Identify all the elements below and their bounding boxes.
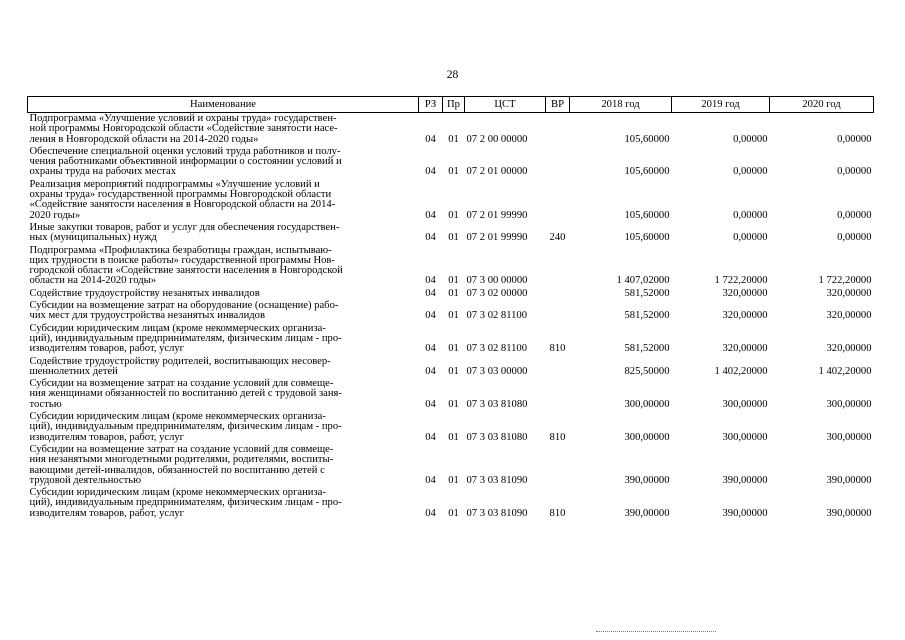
row-pr: 01 — [448, 398, 459, 410]
row-cst: 07 3 03 00000 — [466, 365, 528, 377]
row-2020: 0,00000 — [837, 166, 872, 178]
row-2018: 105,60000 — [624, 133, 670, 145]
row-cst: 07 2 01 00000 — [466, 166, 528, 178]
row-2019: 300,00000 — [722, 431, 768, 443]
row-rz: 04 — [425, 507, 436, 519]
row-2019: 320,00000 — [722, 310, 768, 322]
row-rz: 04 — [425, 398, 436, 410]
row-2018: 390,00000 — [624, 507, 670, 519]
row-vr — [546, 179, 570, 222]
row-rz: 04 — [425, 365, 436, 377]
row-2019: 0,00000 — [733, 166, 768, 178]
row-2018: 825,50000 — [624, 365, 670, 377]
row-2020: 390,00000 — [826, 507, 872, 519]
row-vr — [546, 288, 570, 300]
row-2018: 300,00000 — [624, 431, 670, 443]
row-pr: 01 — [448, 365, 459, 377]
row-2018: 300,00000 — [624, 398, 670, 410]
row-cst: 07 3 02 81100 — [466, 310, 528, 322]
row-2018: 105,60000 — [624, 232, 670, 244]
row-pr: 01 — [448, 275, 459, 287]
row-2019: 390,00000 — [722, 507, 768, 519]
row-pr: 01 — [448, 287, 459, 299]
row-name: Субсидии на возмещение затрат на создание условий для совмеще- ния незанятыми многодетными родителями, родителями, воспиты- вающими детей-инвалидов, обязанностей по воспитанию детей с трудовой деятельностью — [29, 443, 334, 486]
table-row — [28, 411, 874, 444]
row-rz: 04 — [425, 310, 436, 322]
header-2020: 2020 год — [770, 97, 874, 113]
row-2020: 300,00000 — [826, 398, 872, 410]
row-2019: 1 402,20000 — [714, 365, 768, 377]
row-name: Субсидии на возмещение затрат на оборудование (оснащение) рабо- чих мест для трудоустройства незанятых инвалидов — [29, 300, 339, 322]
row-vr — [546, 356, 570, 379]
row-rz: 04 — [425, 474, 436, 486]
row-rz: 04 — [425, 275, 436, 287]
row-2018: 390,00000 — [624, 474, 670, 486]
row-pr: 01 — [448, 166, 459, 178]
table-header-row — [28, 97, 874, 113]
row-cst: 07 3 02 00000 — [466, 287, 528, 299]
row-2020: 320,00000 — [826, 310, 872, 322]
row-name: Обеспечение специальной оценки условий труда работников и полу- чения работниками объективной информации о состоянии условий и охраны труда на рабочих местах — [29, 145, 342, 178]
header-cst: ЦСТ — [465, 97, 546, 113]
row-2020: 300,00000 — [826, 431, 872, 443]
header-name: Наименование — [28, 97, 419, 113]
page-number: 28 — [446, 69, 459, 81]
row-vr — [546, 300, 570, 323]
header-rz: РЗ — [419, 97, 443, 113]
row-pr: 01 — [448, 310, 459, 322]
row-2018: 581,52000 — [624, 287, 670, 299]
row-cst: 07 3 02 81100 — [466, 343, 528, 355]
row-cst: 07 3 00 00000 — [466, 275, 528, 287]
row-name: Содействие трудоустройству родителей, воспитывающих несовер- шеннолетних детей — [29, 355, 331, 377]
row-2019: 0,00000 — [733, 232, 768, 244]
row-cst: 07 3 03 81080 — [466, 431, 528, 443]
table-row — [28, 487, 874, 520]
table-row — [28, 222, 874, 245]
row-2019: 1 722,20000 — [714, 275, 768, 287]
row-cst: 07 2 00 00000 — [466, 133, 528, 145]
row-vr: 810 — [549, 343, 566, 355]
row-2020: 0,00000 — [837, 232, 872, 244]
row-cst: 07 3 03 81090 — [466, 474, 528, 486]
row-vr — [546, 245, 570, 288]
header-2019: 2019 год — [672, 97, 770, 113]
row-2018: 581,52000 — [624, 343, 670, 355]
row-rz: 04 — [425, 209, 436, 221]
row-rz: 04 — [425, 287, 436, 299]
row-name: Субсидии юридическим лицам (кроме некоммерческих организа- ций), индивидуальным предпринимателям, физическим лицам - про- изводителям товаров, работ, услуг — [29, 411, 342, 443]
row-pr: 01 — [448, 343, 459, 355]
row-pr: 01 — [448, 232, 459, 244]
table-row — [28, 245, 874, 288]
budget-table — [27, 96, 874, 520]
row-vr: 240 — [549, 232, 566, 244]
header-pr: Пр — [443, 97, 465, 113]
row-vr — [546, 146, 570, 179]
footer-dotted-line — [596, 631, 716, 632]
header-vr: ВР — [546, 97, 570, 113]
row-name: Содействие трудоустройству незанятых инвалидов — [29, 287, 260, 299]
table-row — [28, 179, 874, 222]
table-row — [28, 146, 874, 179]
row-name: Иные закупки товаров, работ и услуг для обеспечения государствен- ных (муниципальных) нужд — [29, 221, 340, 244]
row-vr: 810 — [549, 507, 566, 519]
row-2018: 581,52000 — [624, 310, 670, 322]
row-vr — [546, 378, 570, 411]
table-row — [28, 378, 874, 411]
table-row — [28, 356, 874, 379]
row-cst: 07 3 03 81090 — [466, 507, 528, 519]
table-row — [28, 113, 874, 146]
row-2018: 105,60000 — [624, 209, 670, 221]
row-2019: 390,00000 — [722, 474, 768, 486]
row-pr: 01 — [448, 431, 459, 443]
row-2020: 1 402,20000 — [818, 365, 872, 377]
row-2020: 320,00000 — [826, 343, 872, 355]
row-rz: 04 — [425, 133, 436, 145]
row-2020: 0,00000 — [837, 133, 872, 145]
row-name: Реализация мероприятий подпрограммы «Улучшение условий и охраны труда» государственной программы Новгородской области «Содействие занятости населения в Новгородской области на 2014- 2020 годы» — [29, 178, 336, 221]
table-row — [28, 323, 874, 356]
header-2018: 2018 год — [570, 97, 672, 113]
row-2019: 320,00000 — [722, 343, 768, 355]
row-2018: 1 407,02000 — [616, 275, 670, 287]
row-rz: 04 — [425, 166, 436, 178]
row-pr: 01 — [448, 209, 459, 221]
row-rz: 04 — [425, 343, 436, 355]
row-name: Субсидии на возмещение затрат на создание условий для совмеще- ния женщинами обязанностей по воспитанию детей с трудовой заня- тостью — [29, 378, 342, 410]
row-2019: 320,00000 — [722, 287, 768, 299]
row-2019: 0,00000 — [733, 133, 768, 145]
table-row — [28, 300, 874, 323]
row-2020: 390,00000 — [826, 474, 872, 486]
row-2018: 105,60000 — [624, 166, 670, 178]
row-cst: 07 2 01 99990 — [466, 232, 528, 244]
row-2019: 0,00000 — [733, 209, 768, 221]
row-vr: 810 — [549, 431, 566, 443]
row-pr: 01 — [448, 474, 459, 486]
row-name: Подпрограмма «Профилактика безработицы граждан, испытываю- щих трудности в поиске работы» государственной программы Нов- городской области «Содействие занятости населения в Новгородской области на 2014-2020 годы» — [29, 244, 343, 287]
row-vr — [546, 113, 570, 146]
row-2020: 0,00000 — [837, 209, 872, 221]
row-2019: 300,00000 — [722, 398, 768, 410]
table-body — [28, 113, 874, 520]
row-name: Подпрограмма «Улучшение условий и охраны труда» государствен- ной программы Новгородской области «Содействие занятости насе- ления в Новгородской области на 2014-2020 годы» — [29, 113, 338, 145]
row-name: Субсидии юридическим лицам (кроме некоммерческих организа- ций), индивидуальным предпринимателям, физическим лицам - про- изводителям товаров, работ, услуг — [29, 322, 342, 355]
row-rz: 04 — [425, 431, 436, 443]
row-cst: 07 2 01 99990 — [466, 209, 528, 221]
row-pr: 01 — [448, 507, 459, 519]
table-row — [28, 288, 874, 300]
row-2020: 320,00000 — [826, 287, 872, 299]
table-row — [28, 444, 874, 487]
row-cst: 07 3 03 81080 — [466, 398, 528, 410]
row-name: Субсидии юридическим лицам (кроме некоммерческих организа- ций), индивидуальным предпринимателям, физическим лицам - про- изводителям товаров, работ, услуг — [29, 487, 342, 519]
row-vr — [546, 444, 570, 487]
row-rz: 04 — [425, 232, 436, 244]
row-pr: 01 — [448, 133, 459, 145]
row-2020: 1 722,20000 — [818, 275, 872, 287]
